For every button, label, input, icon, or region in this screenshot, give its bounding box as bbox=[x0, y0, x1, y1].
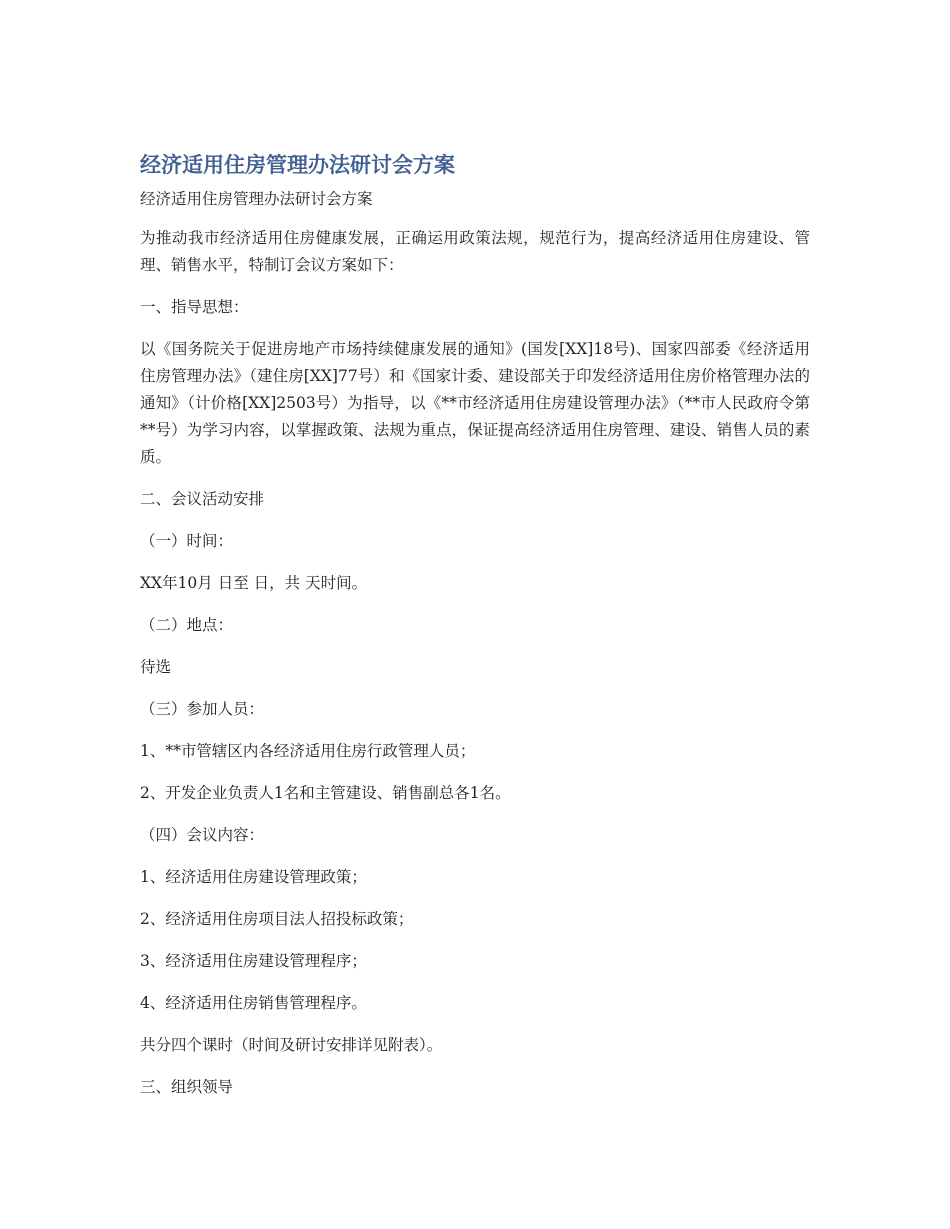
document-title: 经济适用住房管理办法研讨会方案 bbox=[140, 153, 455, 177]
section-heading-meeting-arrangement: 二、会议活动安排 bbox=[140, 490, 265, 508]
content-heading: （四）会议内容： bbox=[140, 826, 265, 844]
participant-item: 1、**市管辖区内各经济适用住房行政管理人员； bbox=[140, 742, 476, 760]
time-heading: （一）时间： bbox=[140, 532, 234, 550]
content-item: 2、经济适用住房项目法人招投标政策； bbox=[140, 910, 414, 928]
participant-item: 2、开发企业负责人1名和主管建设、销售副总各1名。 bbox=[140, 784, 511, 802]
intro-paragraph: 为推动我市经济适用住房健康发展，正确运用政策法规，规范行为，提高经济适用住房建设、管理、销售水平，特制订会议方案如下： bbox=[140, 229, 810, 274]
section-heading-organization: 三、组织领导 bbox=[140, 1078, 234, 1096]
place-heading: （二）地点： bbox=[140, 616, 234, 634]
schedule-note: 共分四个课时（时间及研讨安排详见附表）。 bbox=[140, 1036, 443, 1054]
content-item: 3、经济适用住房建设管理程序； bbox=[140, 952, 367, 970]
guiding-thought-paragraph: 以《国务院关于促进房地产市场持续健康发展的通知》(国发[XX]18号)、国家四部委《经济适用住房管理办法》（建住房[XX]77号）和《国家计委、建设部关于印发经济适用住房价格管理办法的通知》（计价格[XX]2503号）为指导，以《**市经济适用住房建设管理办法》（**市人民政府令第**号）为学习内容，以掌握政策、法规为重点，保证提高经济适用住房管理、建设、销售人员的素质。 bbox=[140, 340, 810, 466]
time-value: XX年10月 日至 日，共 天时间。 bbox=[140, 574, 368, 592]
participants-heading: （三）参加人员： bbox=[140, 700, 265, 718]
document-subtitle: 经济适用住房管理办法研讨会方案 bbox=[140, 190, 373, 208]
content-item: 4、经济适用住房销售管理程序。 bbox=[140, 994, 367, 1012]
content-item: 1、经济适用住房建设管理政策； bbox=[140, 868, 367, 886]
section-heading-guiding-thought: 一、指导思想： bbox=[140, 298, 249, 316]
place-value: 待选 bbox=[140, 658, 172, 676]
